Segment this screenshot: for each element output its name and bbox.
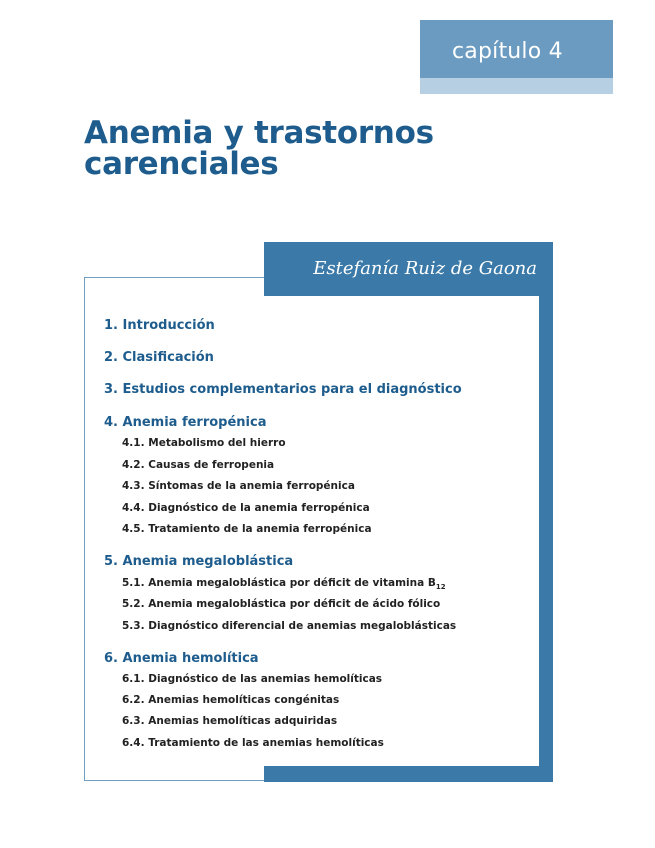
toc-section-3: 3. Estudios complementarios para el diagnóstico	[104, 382, 462, 397]
toc-subsection-4-2: 4.2. Causas de ferropenia	[122, 459, 275, 471]
toc-section-1: 1. Introducción	[104, 318, 215, 333]
chapter-label: capítulo 4	[452, 39, 563, 64]
toc-subsection-4-4: 4.4. Diagnóstico de la anemia ferropénica	[122, 502, 370, 514]
toc-subsection-6-1: 6.1. Diagnóstico de las anemias hemolíticas	[122, 673, 383, 685]
toc-subsection-6-2: 6.2. Anemias hemolíticas congénitas	[122, 694, 340, 706]
toc-subsection-4-3: 4.3. Síntomas de la anemia ferropénica	[122, 480, 355, 492]
toc-subsection-5-2: 5.2. Anemia megaloblástica por déficit de ácido fólico	[122, 598, 441, 610]
toc-subsection-5-1-subscript: 12	[435, 583, 446, 591]
toc-section-5: 5. Anemia megaloblástica	[104, 554, 294, 569]
chapter-title-line-2: carenciales	[84, 146, 279, 182]
toc-subsection-6-3: 6.3. Anemias hemolíticas adquiridas	[122, 715, 338, 727]
toc-subsection-5-1	[122, 577, 446, 591]
chapter-title-line-1: Anemia y trastornos	[84, 115, 434, 151]
toc-section-6: 6. Anemia hemolítica	[104, 651, 259, 666]
toc-subsection-4-5: 4.5. Tratamiento de la anemia ferropénica	[122, 523, 372, 535]
toc-subsection-5-3: 5.3. Diagnóstico diferencial de anemias megaloblásticas	[122, 620, 457, 632]
toc-subsection-6-4: 6.4. Tratamiento de las anemias hemolíticas	[122, 737, 384, 749]
toc-section-4: 4. Anemia ferropénica	[104, 415, 267, 430]
author-name: Estefanía Ruiz de Gaona	[313, 258, 537, 279]
toc-subsection-4-1: 4.1. Metabolismo del hierro	[122, 437, 286, 449]
toc-section-2: 2. Clasificación	[104, 350, 214, 365]
toc-subsection-5-1-text: 5.1. Anemia megaloblástica por déficit de vitamina B	[122, 577, 436, 589]
